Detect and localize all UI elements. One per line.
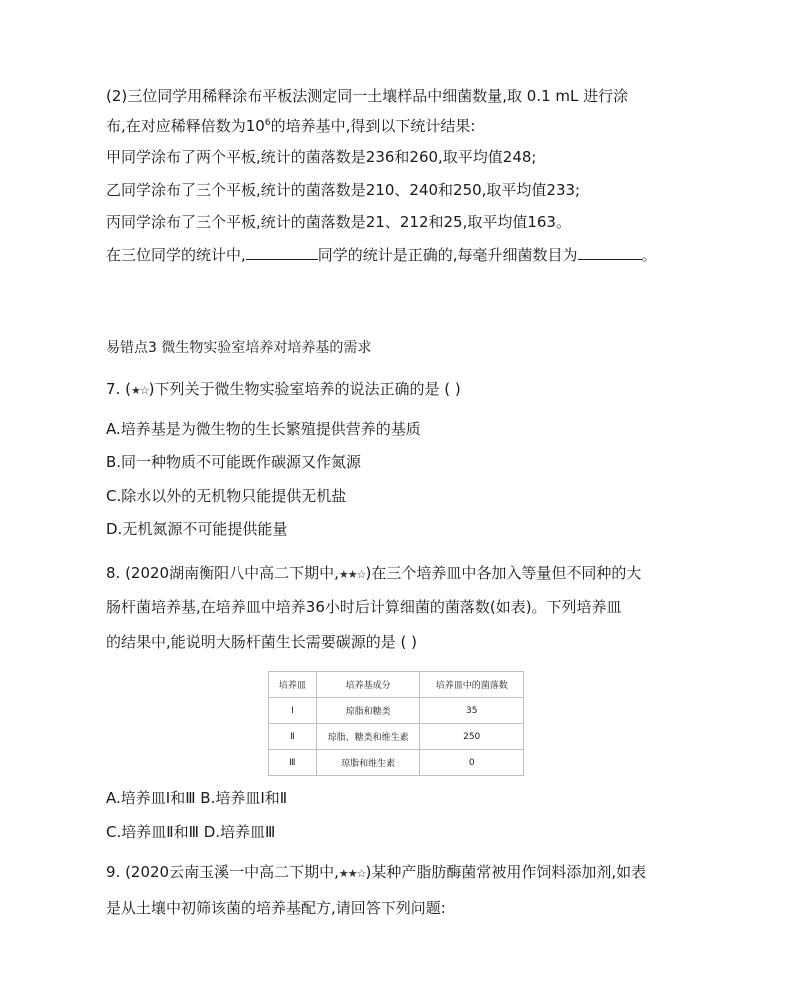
table-header-cell: 培养基成分	[316, 672, 420, 698]
q8-line-3: 的结果中,能说明大肠杆菌生长需要碳源的是 ( )	[106, 633, 418, 651]
table-cell: 0	[420, 750, 524, 776]
q7-stem	[106, 379, 461, 401]
q7-stem-text: )下列关于微生物实验室培养的说法正确的是 ( )	[148, 380, 461, 398]
table-header-row	[269, 672, 524, 698]
q7-option-a: A.培养基是为微生物的生长繁殖提供营养的基质	[106, 420, 421, 438]
difficulty-stars-icon: ★☆	[130, 384, 149, 397]
dilution-exponent: 6	[264, 118, 271, 128]
q2-line-1: (2)三位同学用稀释涂布平板法测定同一土壤样品中细菌数量,取 0.1 mL 进行涂	[106, 87, 629, 105]
q8-options-line-2: C.培养皿Ⅱ和Ⅲ D.培养皿Ⅲ	[106, 823, 276, 841]
q8-line-1-end: )在三个培养皿中各加入等量但不同种的大	[365, 564, 642, 582]
table-cell: 琼脂和糖类	[316, 698, 420, 724]
table-cell: Ⅰ	[269, 698, 317, 724]
q2-line-2-start: 布,在对应稀释倍数为10	[106, 117, 265, 135]
answer-blank-2[interactable]	[578, 245, 642, 260]
q8-source: 8. (2020湖南衡阳八中高二下期中,	[106, 564, 339, 582]
q7-prefix: 7. (	[106, 380, 131, 398]
q9-source: 9. (2020云南玉溪一中高二下期中,	[106, 863, 339, 881]
q2-line-4: 乙同学涂布了三个平板,统计的菌落数是210、240和250,取平均值233;	[106, 181, 581, 199]
table-cell: 35	[420, 698, 524, 724]
q2-line-6	[106, 245, 657, 265]
q8-line-2: 肠杆菌培养基,在培养皿中培养36小时后计算细菌的菌落数(如表)。下列培养皿	[106, 598, 622, 616]
q2-line-6-end: 。	[641, 246, 657, 264]
q8-options-line-1: A.培养皿Ⅰ和Ⅲ B.培养皿Ⅰ和Ⅱ	[106, 789, 288, 807]
q2-line-6-middle: 同学的统计是正确的,每毫升细菌数目为	[317, 246, 578, 264]
answer-blank-1[interactable]	[246, 245, 318, 260]
q7-option-c: C.除水以外的无机物只能提供无机盐	[106, 487, 347, 505]
table-header-cell: 培养皿中的菌落数	[420, 672, 524, 698]
table-cell: 250	[420, 724, 524, 750]
table-row	[269, 724, 524, 750]
q9-line-1	[106, 862, 646, 884]
table-cell: Ⅲ	[269, 750, 317, 776]
table-cell: Ⅱ	[269, 724, 317, 750]
q9-line-1-end: )某种产脂肪酶菌常被用作饲料添加剂,如表	[365, 863, 647, 881]
culture-table	[268, 671, 524, 776]
difficulty-stars-icon: ★★☆	[338, 867, 366, 880]
difficulty-stars-icon: ★★☆	[338, 568, 366, 581]
q2-line-3: 甲同学涂布了两个平板,统计的菌落数是236和260,取平均值248;	[106, 148, 537, 166]
table-cell: 琼脂和维生素	[316, 750, 420, 776]
table-row	[269, 698, 524, 724]
q2-line-2	[106, 116, 475, 136]
q2-line-5: 丙同学涂布了三个平板,统计的菌落数是21、212和25,取平均值163。	[106, 213, 571, 231]
q2-line-2-end: 的培养基中,得到以下统计结果:	[270, 117, 476, 135]
q7-option-d: D.无机氮源不可能提供能量	[106, 520, 288, 538]
q8-line-1	[106, 563, 641, 585]
q7-option-b: B.同一种物质不可能既作碳源又作氮源	[106, 453, 362, 471]
table-row	[269, 750, 524, 776]
q2-line-6-start: 在三位同学的统计中,	[106, 246, 246, 264]
section-title: 易错点3 微生物实验室培养对培养基的需求	[106, 340, 372, 356]
q9-line-2: 是从土壤中初筛该菌的培养基配方,请回答下列问题:	[106, 899, 446, 917]
table-header-cell: 培养皿	[269, 672, 317, 698]
table-cell: 琼脂、糖类和维生素	[316, 724, 420, 750]
